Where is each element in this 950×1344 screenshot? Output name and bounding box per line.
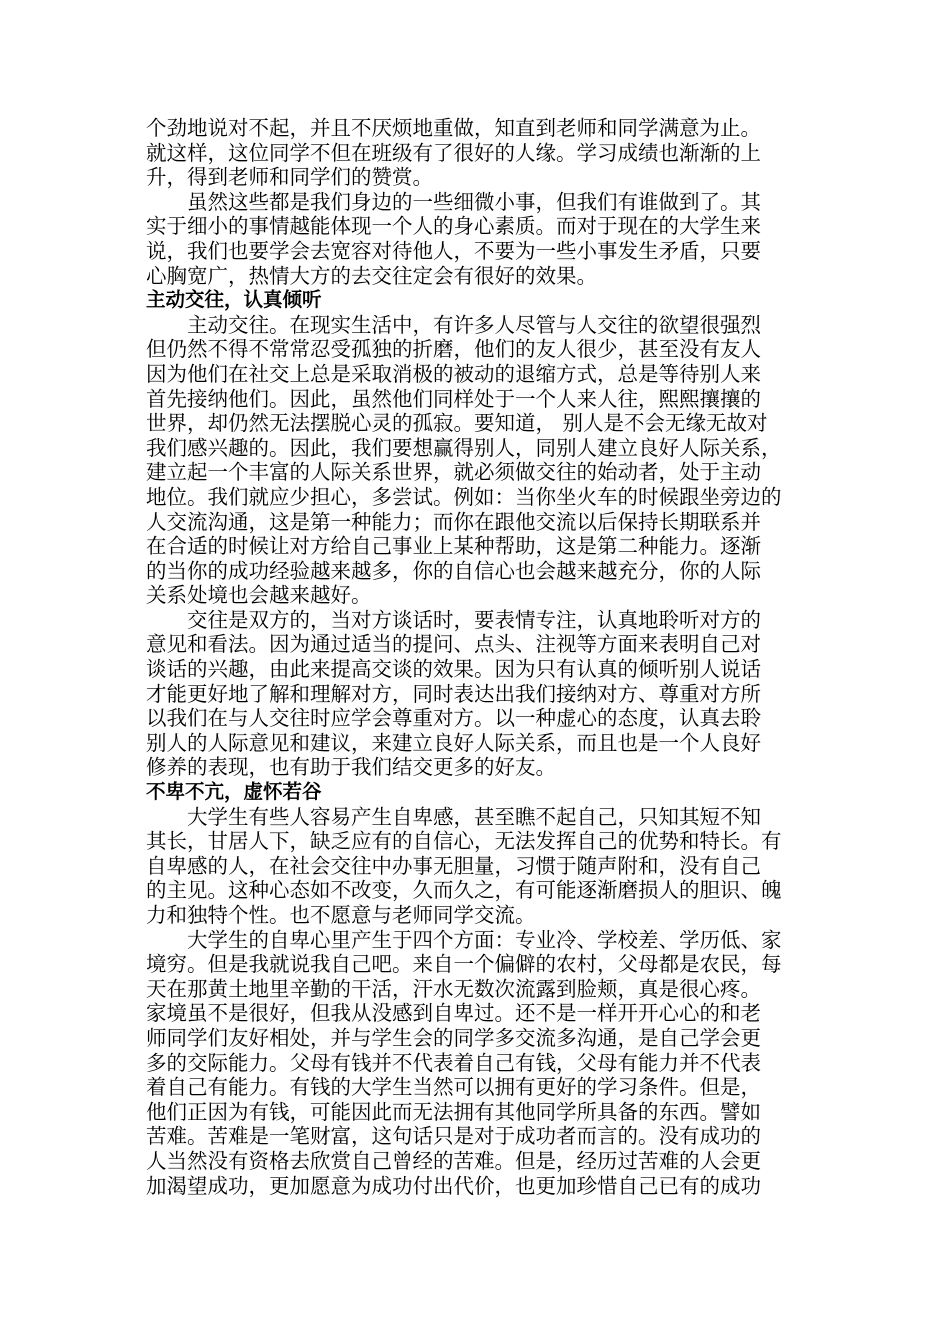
paragraph-line: 才能更好地了解和理解对方，同时表达出我们接纳对方、尊重对方所 xyxy=(146,681,761,706)
paragraph-line: 在合适的时候让对方给自己事业上某种帮助，这是第二种能力。逐渐 xyxy=(146,534,761,559)
paragraph-line: 意见和看法。因为通过适当的提问、点头、注视等方面来表明自己对 xyxy=(146,632,761,657)
paragraph-line: 家境虽不是很好，但我从没感到自卑过。还不是一样开开心心的和老 xyxy=(146,1001,761,1026)
paragraph-line: 世界，却仍然无法摆脱心灵的孤寂。要知道， 别人是不会无缘无故对 xyxy=(146,411,768,436)
paragraph-line: 就这样，这位同学不但在班级有了很好的人缘。学习成绩也渐渐的上 xyxy=(146,140,761,165)
paragraph-line: 首先接纳他们。因此，虽然他们同样处于一个人来人往，熙熙攘攘的 xyxy=(146,386,761,411)
paragraph-line: 师同学们友好相处，并与学生会的同学多交流多沟通，是自己学会更 xyxy=(146,1025,761,1050)
paragraph-line: 建立起一个丰富的人际关系世界，就必须做交往的始动者，处于主动 xyxy=(146,460,761,485)
paragraph-line: 说，我们也要学会去宽容对待他人，不要为一些小事发生矛盾，只要 xyxy=(146,238,761,263)
paragraph-line: 着自己有能力。有钱的大学生当然可以拥有更好的学习条件。但是， xyxy=(146,1075,761,1100)
paragraph-line: 多的交际能力。父母有钱并不代表着自己有钱，父母有能力并不代表 xyxy=(146,1050,761,1075)
paragraph xyxy=(146,928,812,1199)
paragraph-line: 个劲地说对不起，并且不厌烦地重做，知直到老师和同学满意为止。 xyxy=(146,116,761,140)
paragraph-line: 的当你的成功经验越来越多，你的自信心也会越来越充分，你的人际 xyxy=(146,558,761,583)
paragraph-line: 主动交往。在现实生活中，有许多人尽管与人交往的欲望很强烈 xyxy=(187,312,761,337)
paragraph xyxy=(146,313,812,608)
paragraph-line: 修养的表现，也有助于我们结交更多的好友。 xyxy=(146,755,556,780)
paragraph-line: 关系处境也会越来越好。 xyxy=(146,583,372,608)
paragraph-line: 虽然这些都是我们身边的一些细微小事，但我们有谁做到了。其 xyxy=(187,189,761,214)
heading-text: 不卑不亢，虚怀若谷 xyxy=(146,780,322,804)
paragraph-line: 大学生的自卑心里产生于四个方面：专业冷、学校差、学历低、家 xyxy=(187,927,782,952)
paragraph-line: 谈话的兴趣，由此来提高交谈的效果。因为只有认真的倾听别人说话 xyxy=(146,657,761,682)
paragraph-line: 苦难。苦难是一笔财富，这句话只是对于成功者而言的。没有成功的 xyxy=(146,1124,761,1149)
paragraph xyxy=(146,608,812,780)
heading-text: 主动交往，认真倾听 xyxy=(146,288,322,312)
paragraph xyxy=(146,190,812,288)
paragraph-line: 以我们在与人交往时应学会尊重对方。以一种虚心的态度，认真去聆 xyxy=(146,706,761,731)
document-page xyxy=(146,116,812,1198)
paragraph-line: 别人的人际意见和建议，来建立良好人际关系，而且也是一个人良好 xyxy=(146,730,761,755)
paragraph-line: 其长，甘居人下，缺乏应有的自信心，无法发挥自己的优势和特长。有 xyxy=(146,829,782,854)
paragraph xyxy=(146,116,812,190)
paragraph-line: 大学生有些人容易产生自卑感，甚至瞧不起自己，只知其短不知 xyxy=(187,804,761,829)
paragraph-line: 人交流沟通，这是第一种能力；而你在跟他交流以后保持长期联系并 xyxy=(146,509,761,534)
paragraph-line: 升，得到老师和同学们的赞赏。 xyxy=(146,165,433,190)
paragraph-line: 他们正因为有钱，可能因此而无法拥有其他同学所具备的东西。譬如 xyxy=(146,1099,761,1124)
paragraph-line: 的主见。这种心态如不改变，久而久之，有可能逐渐磨损人的胆识、魄 xyxy=(146,878,782,903)
paragraph-line: 心胸宽广，热情大方的去交往定会有很好的效果。 xyxy=(146,263,597,288)
paragraph-line: 我们感兴趣的。因此，我们要想赢得别人，同别人建立良好人际关系， xyxy=(146,435,782,460)
paragraph-line: 但仍然不得不常常忍受孤独的折磨，他们的友人很少，甚至没有友人 xyxy=(146,337,761,362)
paragraph-line: 因为他们在社交上总是采取消极的被动的退缩方式，总是等待别人来 xyxy=(146,361,761,386)
paragraph-line: 人当然没有资格去欣赏自己曾经的苦难。但是，经历过苦难的人会更 xyxy=(146,1148,761,1173)
paragraph xyxy=(146,805,812,928)
paragraph-line: 境穷。但是我就说我自己吧。来自一个偏僻的农村，父母都是农民，每 xyxy=(146,952,782,977)
section-heading xyxy=(146,288,812,313)
paragraph-line: 加渴望成功，更加愿意为成功付出代价，也更加珍惜自己已有的成功 xyxy=(146,1173,761,1198)
section-heading xyxy=(146,780,812,805)
paragraph-line: 交往是双方的，当对方谈话时，要表情专注，认真地聆听对方的 xyxy=(187,607,761,632)
paragraph-line: 自卑感的人，在社会交往中办事无胆量，习惯于随声附和，没有自己 xyxy=(146,853,761,878)
paragraph-line: 实于细小的事情越能体现一个人的身心素质。而对于现在的大学生来 xyxy=(146,214,761,239)
paragraph-line: 天在那黄土地里辛勤的干活，汗水无数次流露到脸颊，真是很心疼。 xyxy=(146,976,761,1001)
paragraph-line: 力和独特个性。也不愿意与老师同学交流。 xyxy=(146,903,536,927)
paragraph-line: 地位。我们就应少担心，多尝试。例如：当你坐火车的时候跟坐旁边的 xyxy=(146,484,782,509)
